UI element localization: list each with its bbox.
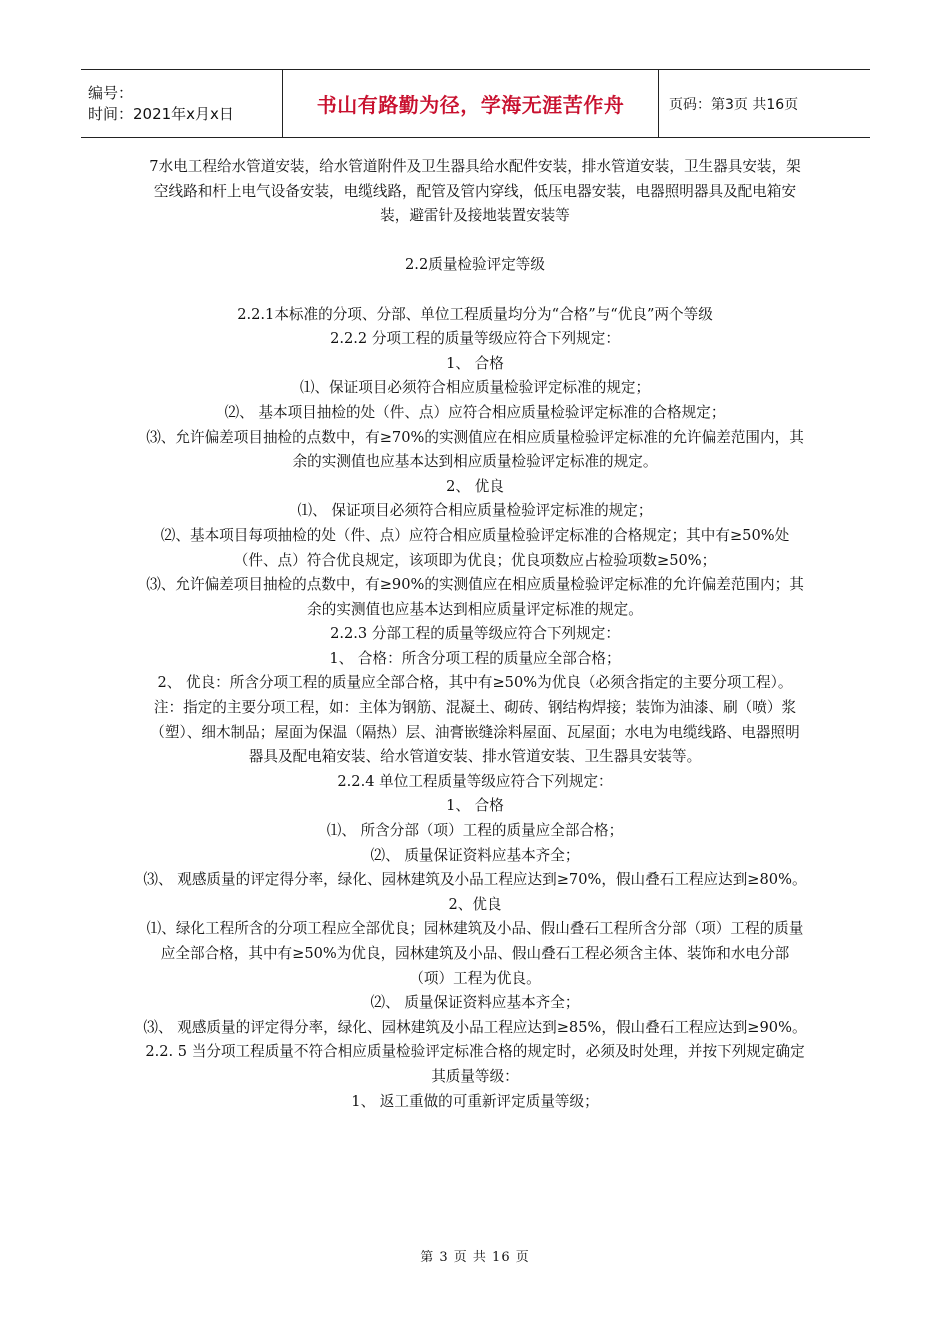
body-line: 2、优良	[448, 895, 502, 913]
header-motto: 书山有路勤为径，学海无涯苦作舟	[283, 70, 659, 137]
document-body	[143, 155, 807, 1114]
body-line: ⑴、保证项目必须符合相应质量检验评定标准的规定；	[299, 379, 651, 397]
body-line: 2.2. 5 当分项工程质量不符合相应质量检验评定标准合格的规定时，必须及时处理，并按下列规定确定其质量等级：	[145, 1043, 805, 1085]
intro-paragraph: 7水电工程给水管道安装，给水管道附件及卫生器具给水配件安装，排水管道安装，卫生器具安装，架空线路和杆上电气设备安装，电缆线路，配管及管内穿线，低压电器安装，电器照明器具及配电箱安装，避雷针及接地装置安装等	[149, 158, 801, 225]
body-line: 1、 合格：所含分项工程的质量应全部合格；	[329, 649, 621, 667]
body-line: ⑵、 质量保证资料应基本齐全；	[370, 994, 580, 1012]
body-line: 2.2.1本标准的分项、分部、单位工程质量均分为“合格”与“优良”两个等级	[237, 305, 713, 323]
body-line: ⑵、 质量保证资料应基本齐全；	[370, 846, 580, 864]
body-line: 2.2.3 分部工程的质量等级应符合下列规定：	[330, 625, 620, 643]
body-line: ⑶、 观感质量的评定得分率，绿化、园林建筑及小品工程应达到≥85%，假山叠石工程应达到≥90%。	[143, 1018, 807, 1036]
page-header	[81, 69, 870, 138]
body-line: 1、 合格	[446, 797, 504, 815]
document-number: 编号：	[88, 83, 134, 102]
body-line: ⑴、绿化工程所含的分项工程应全部优良；园林建筑及小品、假山叠石工程所含分部（项）工程的质量应全部合格，其中有≥50%为优良，园林建筑及小品、假山叠石工程必须含主体、装饰和水电分部（项）工程为优良。	[146, 920, 804, 987]
body-line: ⑵、基本项目每项抽检的处（件、点）应符合相应质量检验评定标准的合格规定；其中有≥50%处（件、点）符合优良规定，该项即为优良；优良项数应占检验项数≥50%；	[160, 526, 790, 569]
header-page-number: 页码：第3页 共16页	[669, 96, 799, 113]
section-title: 2.2质量检验评定等级	[405, 256, 545, 274]
body-lines	[143, 303, 807, 1115]
body-line: ⑴、 所含分部（项）工程的质量应全部合格；	[326, 822, 624, 840]
body-line: ⑶、允许偏差项目抽检的点数中，有≥70%的实测值应在相应质量检验评定标准的允许偏差范围内，其余的实测值也应基本达到相应质量检验评定标准的规定。	[146, 428, 804, 471]
body-line: ⑵、 基本项目抽检的处（件、点）应符合相应质量检验评定标准的合格规定；	[224, 403, 726, 421]
body-line: 2、 优良	[446, 477, 504, 495]
body-line: 2.2.4 单位工程质量等级应符合下列规定：	[337, 772, 613, 790]
document-date: 时间：2021年x月x日	[88, 104, 234, 123]
header-meta	[81, 70, 283, 137]
page-footer: 第 3 页 共 16 页	[420, 1250, 530, 1265]
body-line: ⑶、允许偏差项目抽检的点数中，有≥90%的实测值应在相应质量检验评定标准的允许偏差范围内；其余的实测值也应基本达到相应质量评定标准的规定。	[146, 576, 804, 618]
body-line: 注：指定的主要分项工程，如：主体为钢筋、混凝土、砌砖、钢结构焊接；装饰为油漆、刷（喷）浆（塑）、细木制品；屋面为保温（隔热）层、油膏嵌缝涂料屋面、瓦屋面；水电为电缆线路、电器照明器具及配电箱安装、给水管道安装、排水管道安装、卫生器具安装等。	[150, 699, 800, 766]
body-line: ⑶、 观感质量的评定得分率，绿化、园林建筑及小品工程应达到≥70%，假山叠石工程应达到≥80%。	[143, 871, 807, 889]
body-line: 2.2.2 分项工程的质量等级应符合下列规定：	[330, 330, 620, 348]
body-line: 2、 优良：所含分项工程的质量应全部合格，其中有≥50%为优良（必须含指定的主要分项工程）。	[157, 674, 793, 692]
body-line: 1、 返工重做的可重新评定质量等级；	[351, 1092, 599, 1110]
body-line: ⑴、 保证项目必须符合相应质量检验评定标准的规定；	[297, 502, 653, 520]
body-line: 1、 合格	[446, 354, 504, 372]
